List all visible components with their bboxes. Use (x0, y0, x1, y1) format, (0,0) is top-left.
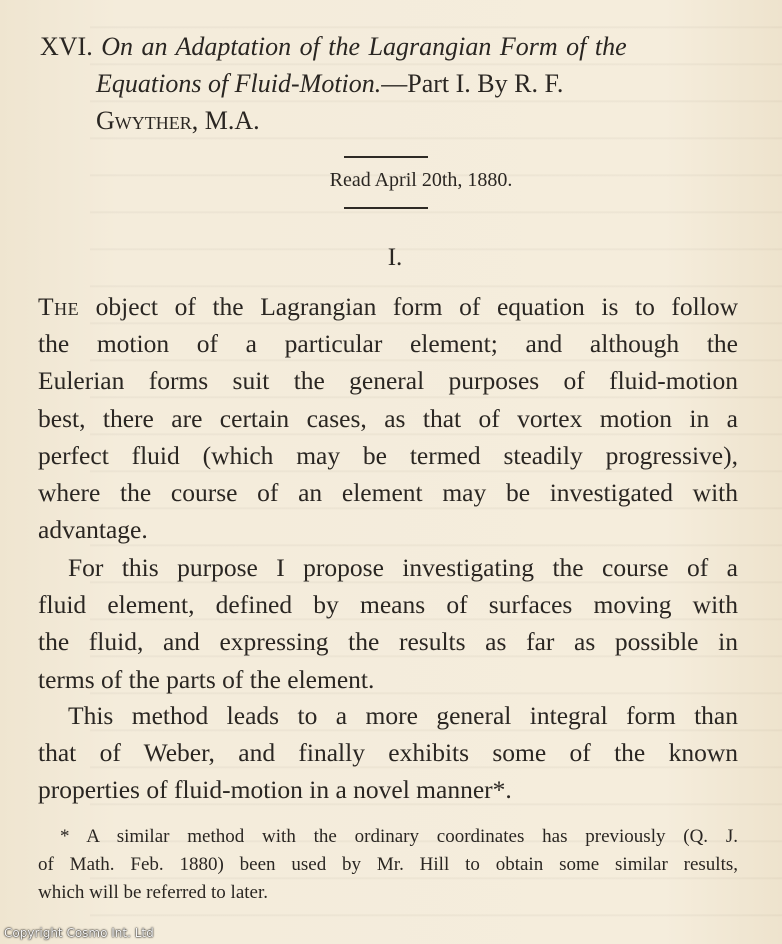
article-heading (40, 28, 740, 139)
read-date: Read April 20th, 1880. (329, 169, 513, 191)
paragraph-line: fluid element, defined by means of surfaces moving with (38, 590, 738, 620)
author-name: Gwyther (96, 106, 192, 135)
paragraph-line: properties of fluid-motion in a novel manner*. (38, 775, 512, 805)
title-line-3 (40, 102, 740, 139)
article-number: XVI. (40, 32, 93, 61)
divider-rule-top (344, 156, 428, 158)
paragraph-1 (38, 288, 738, 548)
paragraph-line (38, 288, 738, 325)
paragraph-line: advantage. (38, 515, 148, 545)
paragraph-2 (38, 549, 738, 698)
title-part-1: On an Adaptation of the Lagrangian Form of the (101, 32, 627, 61)
footnote-line: of Math. Feb. 1880) been used by Mr. Hill to obtain some similar results, (38, 854, 738, 875)
paragraph-3 (38, 697, 738, 809)
paragraph-line: terms of the parts of the element. (38, 664, 375, 694)
paragraph-line: the fluid, and expressing the results as far as possible in (38, 627, 738, 657)
lead-word: The (38, 292, 80, 321)
title-line-2 (40, 65, 740, 102)
divider-rule-bottom (344, 207, 428, 209)
paragraph-line: where the course of an element may be investigated with (38, 478, 738, 508)
footnote (38, 823, 738, 907)
line-text: object of the Lagrangian form of equation is to follow (79, 292, 738, 321)
paragraph-line: Eulerian forms suit the general purposes of fluid-motion (38, 366, 738, 396)
copyright-watermark: Copyright Cosmo Int. Ltd (4, 926, 154, 940)
paragraph-line: This method leads to a more general integral form than (68, 701, 738, 730)
footnote-line: * A similar method with the ordinary coordinates has previously (Q. J. (60, 826, 738, 847)
paragraph-line: perfect fluid (which may be termed steadily progressive), (38, 440, 738, 470)
paragraph-line: that of Weber, and finally exhibits some of the known (38, 738, 738, 768)
section-heading: I. (387, 244, 403, 271)
author-degree: , M.A. (191, 106, 260, 135)
footnote-line: which will be referred to later. (38, 882, 269, 903)
title-line-1 (40, 28, 740, 65)
title-part-2: Equations of Fluid-Motion. (96, 69, 382, 98)
paragraph-line: best, there are certain cases, as that of vortex motion in a (38, 403, 738, 433)
paragraph-line: the motion of a particular element; and although the (38, 329, 738, 359)
part-and-byline: —Part I. By R. F. (381, 69, 564, 98)
paragraph-line: For this purpose I propose investigating the course of a (68, 553, 738, 582)
